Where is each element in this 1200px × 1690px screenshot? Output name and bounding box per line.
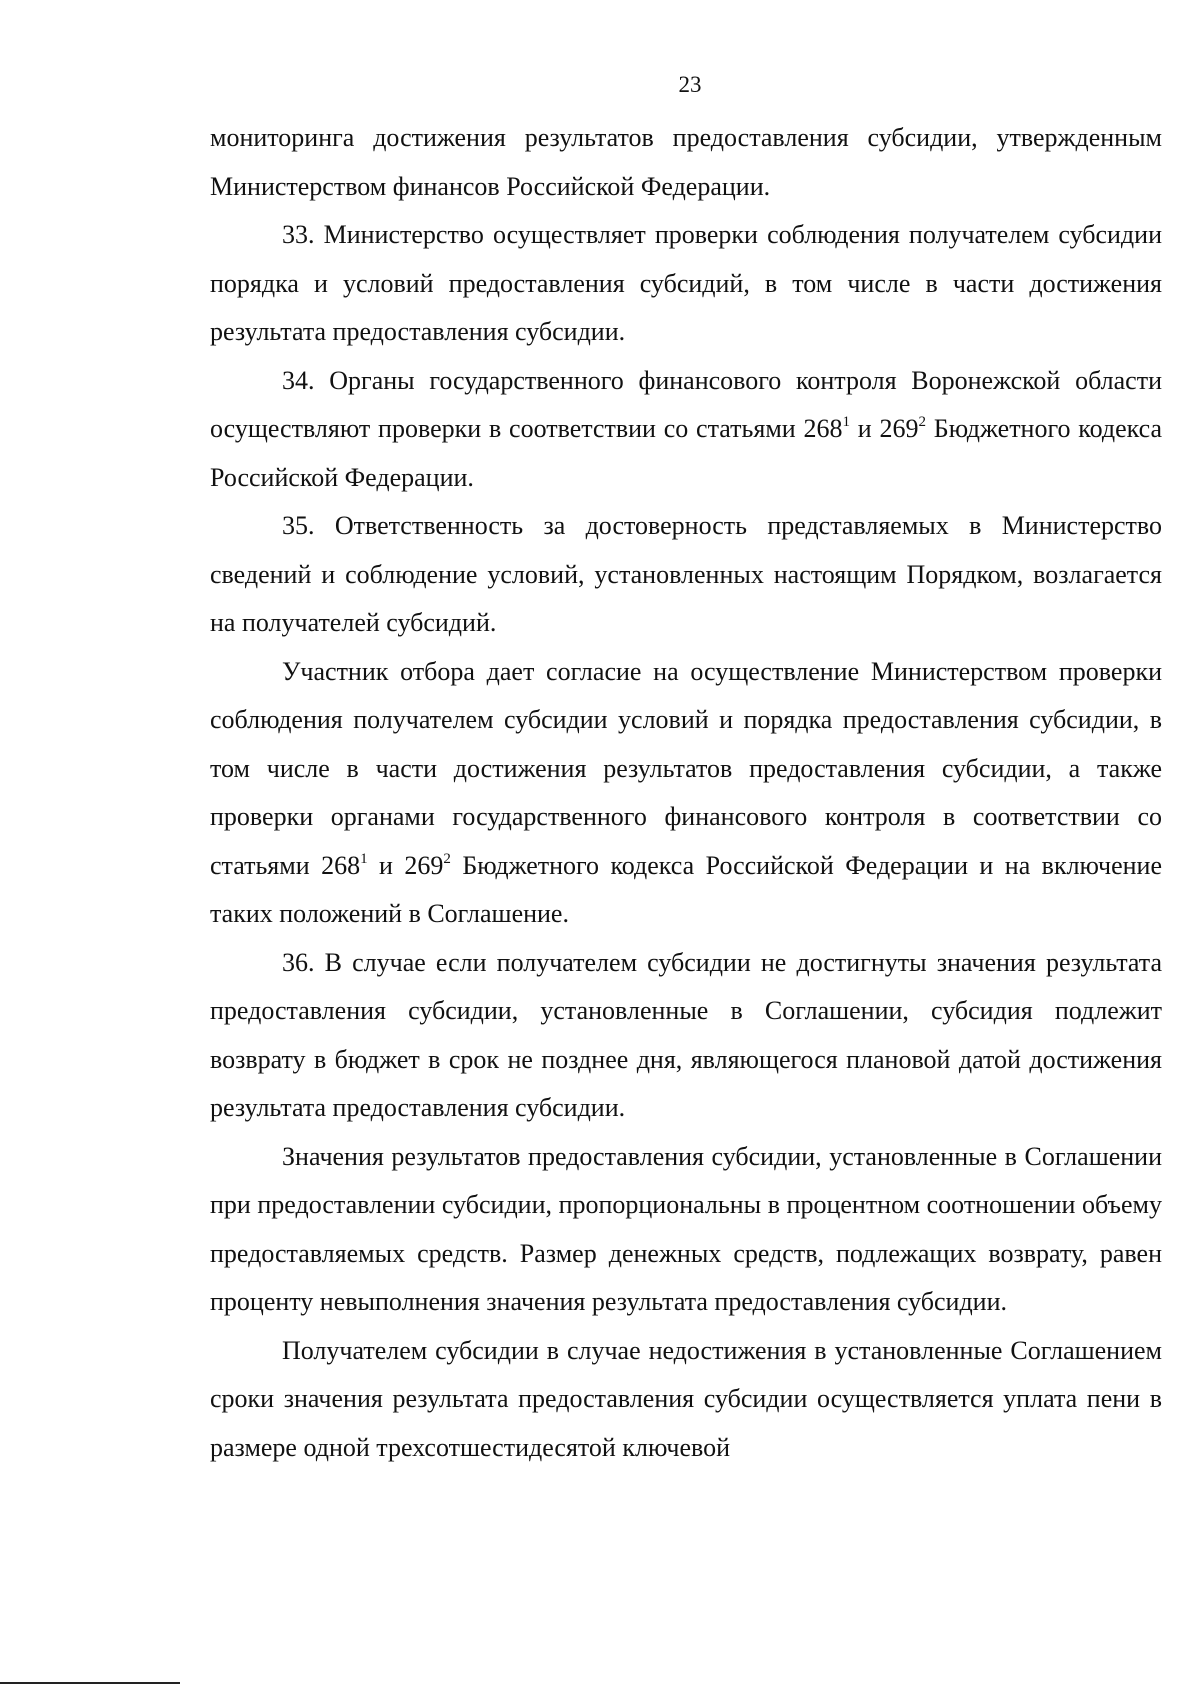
footnote-rule <box>0 1682 180 1684</box>
paragraph-36-penalty: Получателем субсидии в случае недостижения в установленные Соглашением сроки значения результата предоставления субсидии осуществляется уплата пени в размере одной трехсотшестидесятой ключевой <box>210 1335 1162 1462</box>
paragraph-34-text-a: 34. Органы государственного финансового контроля Воронежской области осуществляют проверки в соответствии со статьями 268 <box>210 365 1162 443</box>
superscript: 2 <box>918 414 926 430</box>
paragraph-34 <box>210 357 1162 503</box>
paragraph-35-consent-text-c: Бюджетного кодекса Российской Федерации и на включение таких положений в Соглашение. <box>210 850 1162 928</box>
superscript: 2 <box>443 850 451 867</box>
paragraph-35-consent-text-a: Участник отбора дает согласие на осуществление Министерством проверки соблюдения получателем субсидии условий и порядка предоставления субсидии, в том числе в части достижения результатов предоставления субсидии, а также проверки органами государственного финансового контроля в соответствии со статьями 268 <box>210 656 1162 880</box>
paragraph-35: 35. Ответственность за достоверность представляемых в Министерство сведений и соблюдение условий, установленных настоящим Порядком, возлагается на получателей субсидий. <box>210 511 1162 637</box>
paragraph-continuation: мониторинга достижения результатов предоставления субсидии, утвержденным Министерством финансов Российской Федерации. <box>210 123 1162 201</box>
superscript: 1 <box>360 850 368 867</box>
paragraph-34-text-c: Бюджетного кодекса Российской Федерации. <box>210 414 1162 492</box>
paragraph-35-consent-text-b: и 269 <box>367 850 444 880</box>
superscript: 1 <box>842 414 850 430</box>
page-number: 23 <box>678 72 702 97</box>
paragraph-36-values: Значения результатов предоставления субсидии, установленные в Соглашении при предоставлении субсидии, пропорциональны в процентном соотношении объему предоставляемых средств. Размер денежных средств, подлежащих возврату, равен проценту невыполнения значения результата предоставления субсидии. <box>210 1141 1162 1316</box>
document-body <box>210 114 1162 1472</box>
paragraph-35-consent <box>210 648 1162 939</box>
paragraph-36: 36. В случае если получателем субсидии не достигнуты значения результата предоставления субсидии, установленные в Соглашении, субсидия подлежит возврату в бюджет в срок не позднее дня, являющегося плановой датой достижения результата предоставления субсидии. <box>210 947 1162 1122</box>
paragraph-33: 33. Министерство осуществляет проверки соблюдения получателем субсидии порядка и условий предоставления субсидий, в том числе в части достижения результата предоставления субсидии. <box>210 220 1162 346</box>
paragraph-34-text-b: и 269 <box>849 414 919 443</box>
